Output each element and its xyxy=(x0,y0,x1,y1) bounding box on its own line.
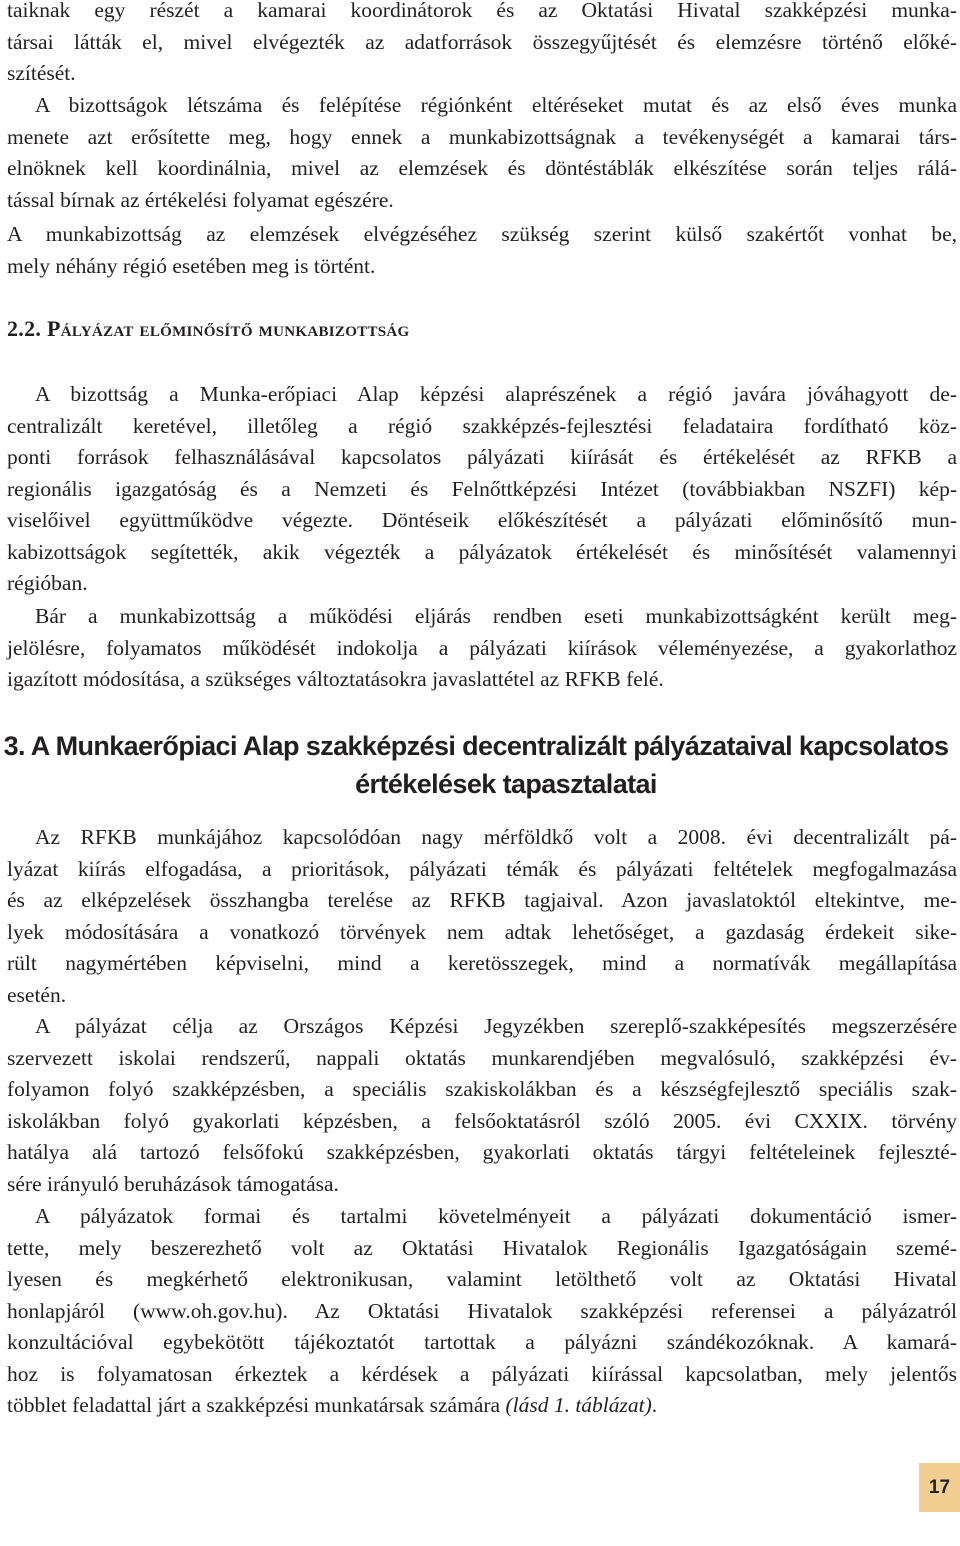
text-line: elnöknek kell koordinálnia, mivel az elemzések és döntéstáblák elkészítése során teljes rálá- xyxy=(7,156,957,180)
text-line: hatálya alá tartozó felsőfokú szakképzésben, gyakorlati oktatás tárgyi feltételeinek fejleszté- xyxy=(7,1140,957,1164)
text-line: iskolákban folyó gyakorlati képzésben, a felsőoktatásról szóló 2005. évi CXXIX. törvény xyxy=(7,1108,957,1133)
text-line: hoz is folyamatosan érkeztek a kérdések a pályázati kiírással kapcsolatban, mely jelentős xyxy=(7,1361,957,1386)
committee-size-paragraph xyxy=(7,90,957,216)
table-reference: (lásd 1. táblázat) xyxy=(505,1393,652,1417)
text-line: regionális igazgatóság és a Nemzeti és Felnőttképzési Intézet (továbbiakban NSZFI) kép- xyxy=(7,476,957,501)
labour-market-fund-paragraph xyxy=(7,379,957,600)
text-line: ponti források felhasználásával kapcsolatos pályázati kiírását és értékelését az RFKB a xyxy=(7,445,957,469)
subsection-title: Pályázat előminősítő munkabizottság xyxy=(47,316,410,341)
text-line: lyesen és megkérhető elektronikusan, valamint letölthető volt az Oktatási Hivatal xyxy=(7,1267,957,1291)
text-line: viselőivel együttműködve végezte. Döntéseik előkészítését a pályázati előminősítő mun- xyxy=(7,508,957,532)
text-line: szervezett iskolai rendszerű, nappali oktatás munkarendjében megvalósuló, szakképzési év- xyxy=(7,1045,957,1070)
text-line: konzultációval egybekötött tájékoztatót tartottak a pályázni szándékozóknak. A kamará- xyxy=(7,1330,957,1354)
text-line: A munkabizottság az elemzések elvégzéséhez szükség szerint külső szakértőt vonhat be, xyxy=(7,222,957,246)
subsection-number: 2.2. xyxy=(7,316,42,341)
text-line: Az RFKB munkájához kapcsolódóan nagy mérföldkő volt a 2008. évi decentralizált pá- xyxy=(35,825,957,849)
text-line: tással bírnak az értékelési folyamat egészére. xyxy=(7,187,394,212)
text-line-start: többlet feladattal járt a szakképzési munkatársak számára xyxy=(7,1393,506,1417)
section-heading-line-1: 3. A Munkaerőpiaci Alap szakképzési decentralizált pályázataival kapcsolatos xyxy=(3,731,949,761)
external-expert-paragraph xyxy=(7,219,957,282)
text-line: lyek módosítására a vonatkozó törvények nem adtak lehetőséget, a gazdaság érdekeit sike- xyxy=(7,919,957,944)
text-line: szítését. xyxy=(7,61,76,85)
tender-goal-paragraph xyxy=(7,1011,957,1200)
text-line: sére irányuló beruházások támogatása. xyxy=(7,1171,339,1196)
rfkb-milestone-paragraph xyxy=(7,822,957,1011)
section-heading-line-2: értékelések tapasztalatai xyxy=(355,769,657,799)
text-line: A pályázat célja az Országos Képzési Jegyzékben szereplő-szakképesítés megszerzésére xyxy=(35,1014,957,1038)
text-line: esetén. xyxy=(7,982,67,1007)
working-procedure-paragraph xyxy=(7,601,957,696)
text-line: és az elképzelések összhangba terelése az RFKB tagjaival. Azon javaslatoktól eltekintve, me- xyxy=(7,888,957,912)
text-line: folyamon folyó szakképzésben, a speciális szakiskolákban és a készségfejlesztő speciális szak- xyxy=(7,1077,957,1101)
text-line: honlapjáról (www.oh.gov.hu). Az Oktatási Hivatalok szakképzési referensei a pályázatról xyxy=(7,1298,957,1323)
text-line: A bizottságok létszáma és felépítése régiónként eltéréseket mutat és az első éves munka xyxy=(35,93,957,117)
text-line: társai látták el, mivel elvégezték az adatforrások összegyűjtését és elemzésre történő előké- xyxy=(7,29,957,54)
section-heading xyxy=(0,727,960,803)
text-line: kabizottságok segítették, akik végezték a pályázatok értékelését és minősítését valamennyi xyxy=(7,539,957,564)
subsection-heading xyxy=(7,313,410,345)
text-line: Bár a munkabizottság a működési eljárás rendben eseti munkabizottságként került meg- xyxy=(35,604,957,628)
text-line: A pályázatok formai és tartalmi követelményeit a pályázati dokumentáció ismer- xyxy=(35,1204,957,1228)
text-line: taiknak egy részét a kamarai koordinátorok és az Oktatási Hivatal szakképzési munka- xyxy=(7,0,957,22)
text-line: igazított módosítása, a szükséges változtatásokra javaslattétel az RFKB felé. xyxy=(7,667,664,691)
text-line: tette, mely beszerezhető volt az Oktatási Hivatalok Regionális Igazgatóságain szemé- xyxy=(7,1235,957,1260)
page-number: 17 xyxy=(928,1476,951,1498)
text-line xyxy=(7,1390,957,1422)
text-line: jelölésre, folyamatos működését indokolja a pályázati kiírások véleményezése, a gyakorlathoz xyxy=(7,635,957,660)
text-line: rült nagymértében képviselni, mind a keretösszegek, mind a normatívák megállapítása xyxy=(7,951,957,975)
text-line: menete azt erősítette meg, hogy ennek a munkabizottságnak a tevékenységét a kamarai társ- xyxy=(7,124,957,149)
text-line: A bizottság a Munka-erőpiaci Alap képzési alaprészének a régió javára jóváhagyott de- xyxy=(35,382,957,406)
text-line: lyázat kiírás elfogadása, a prioritások, pályázati témák és pályázati feltételek megfogalmazása xyxy=(7,856,957,881)
intro-paragraph xyxy=(7,0,957,90)
text-line: mely néhány régió esetében meg is történt. xyxy=(7,253,376,278)
tender-requirements-paragraph xyxy=(7,1201,957,1422)
text-line: centralizált keretével, illetőleg a régió szakképzés-fejlesztési feladataira fordítható köz- xyxy=(7,413,957,438)
text-line: régióban. xyxy=(7,571,88,595)
text-line-end: . xyxy=(651,1393,658,1417)
page-number-badge xyxy=(919,1463,960,1512)
